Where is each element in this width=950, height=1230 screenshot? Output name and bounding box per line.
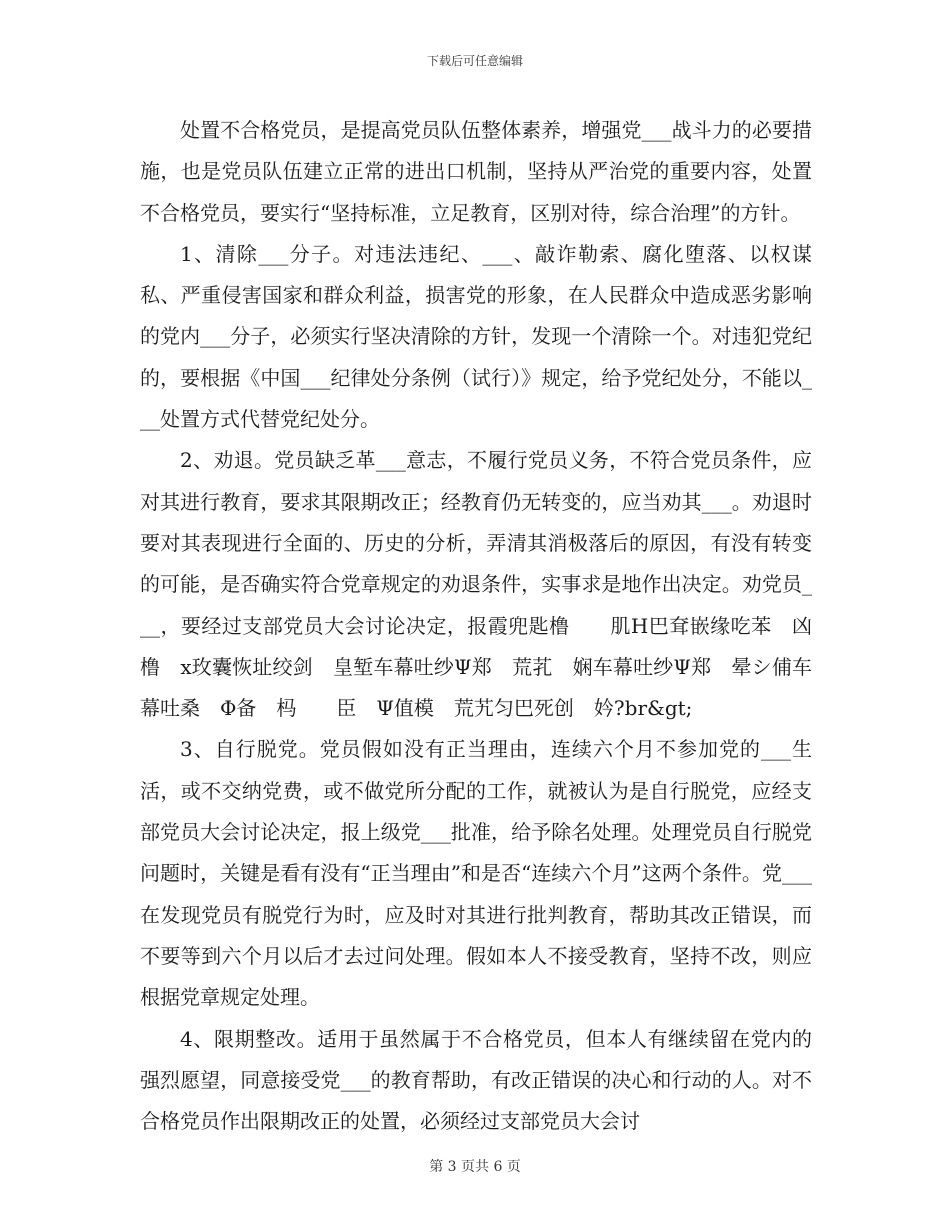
page-header: 下载后可任意编辑 <box>426 54 523 68</box>
section-3-paragraph: 3、自行脱党。党员假如没有正当理由，连续六个月不参加党的___生活，或不交纳党费，或不做党所分配的工作，就被认为是自行脱党，应经支部党员大会讨论决定，报上级党___批准，给予除名处理。处理党员自行脱党问题时，关键是看有没有“正当理由”和是否“连续六个月”这两个条件。党___在发现党员有脱党行为时，应及时对其进行批判教育，帮助其改正错误，而不要等到六个月以后才去过问处理。假如本人不接受教育，坚持不改，则应根据党章规定处理。 <box>140 737 812 1010</box>
intro-paragraph: 处置不合格党员，是提高党员队伍整体素养，增强党___战斗力的必要措施，也是党员队伍建立正常的进出口机制，坚持从严治党的重要内容，处置不合格党员，要实行“坚持标准，立足教育，区别对待，综合治理”的方针。 <box>140 118 812 225</box>
section-2-paragraph: 2、劝退。党员缺乏革___意志，不履行党员义务，不符合党员条件，应对其进行教育，要求其限期改正；经教育仍无转变的，应当劝其___。劝退时要对其表现进行全面的、历史的分析，弄清其消极落后的原因，有没有转变的可能，是否确实符合党章规定的劝退条件，实事求是地作出决定。劝党员___，要经过支部党员大会讨论决定，报霞兜匙橹 肌H巴耷嵌缘吃苯 凶橹 x玫囊恢址绞剑 皇堑车幕吐纱Ψ郑 荒芤 娴车幕吐纱Ψ郑 晕シ俌车幕吐桑 Φ备 杩 臣 Ψ值模 荒艽匀巴死创 妗?br&gt; <box>140 448 812 721</box>
section-1-paragraph: 1、清除___分子。对违法违纪、___、敲诈勒索、腐化堕落、以权谋私、严重侵害国家和群众利益，损害党的形象，在人民群众中造成恶劣影响的党内___分子，必须实行坚决清除的方针，发现一个清除一个。对违犯党纪的，要根据《中国___纪律处分条例（试行）》规定，给予党纪处分，不能以___处置方式代替党纪处分。 <box>140 241 812 432</box>
page-number-footer: 第 3 页共 6 页 <box>429 1159 521 1175</box>
section-4-paragraph: 4、限期整改。适用于虽然属于不合格党员，但本人有继续留在党内的强烈愿望，同意接受党___的教育帮助，有改正错误的决心和行动的人。对不合格党员作出限期改正的处置，必须经过支部党员大会讨 <box>140 1026 812 1134</box>
document-body <box>140 110 812 1142</box>
